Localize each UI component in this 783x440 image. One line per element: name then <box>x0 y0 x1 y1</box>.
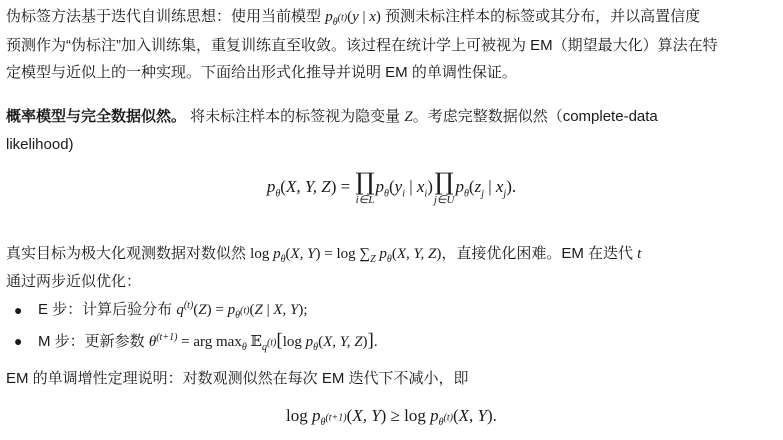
paragraph-objective-line-2: 通过两步近似优化： <box>6 273 142 290</box>
m-step-label: M 步：更新参数 <box>38 333 149 350</box>
paragraph-intro-line-1 <box>6 7 700 27</box>
e-step-label: E 步：计算后验分布 <box>38 301 177 318</box>
section-probability-model-line-2: likelihood) <box>6 136 74 153</box>
display-equation-monotonicity: $\log p_{\theta^{(t+1)}}(X$, $Y) \ge \log p_{\theta^{(t)}}(X$, Y). <box>286 406 497 429</box>
text-segment: 将未标注样本的标签视为隐变量 <box>186 108 405 125</box>
display-equation-complete-likelihood: $p_\theta(X$, Y, Z) = ∏ i∈L $p_\theta(y_i$ | $x_i$) ∏ j∈U $p_\theta(z_j$ | $x_j$). <box>266 168 517 206</box>
text-segment: 预测未标注样本的标签或其分布，并以高置信度 <box>385 8 701 25</box>
paragraph-intro-line-3: 定模型与近似上的一种实现。下面给出形式化推导并说明 EM 的单调性保证。 <box>6 64 517 81</box>
text-segment: 伪标签方法基于迭代自训练思想：使用当前模型 <box>6 8 322 25</box>
text-segment: 。考虑完整数据似然（complete-data <box>412 108 658 125</box>
inline-formula-model: $p_{\theta^{(t)}}(y$ | x) <box>325 9 381 28</box>
section-heading: 概率模型与完全数据似然。 <box>6 108 187 125</box>
list-item-e-step <box>38 300 308 320</box>
inline-formula-t: t <box>637 246 642 262</box>
text-segment: ，直接优化困难。EM 在迭代 <box>441 245 638 262</box>
bullet-marker: ● <box>14 302 23 318</box>
text-segment: 真实目标为极大化观测数据对数似然 <box>6 245 251 262</box>
inline-formula-z: Z <box>404 109 413 125</box>
paragraph-intro-line-2: 预测作为“伪标注”加入训练集，重复训练直至收敛。该过程在统计学上可被视为 EM（期望最大化）算法在特 <box>6 37 718 54</box>
section-probability-model-line-1 <box>6 107 658 127</box>
inline-formula-m-step: $\theta^{(t+1)}$ = arg $\max_\theta$ 𝔼$_{q^{(t)}}$[log $p_\theta(X$, Y, Z)]. <box>148 330 378 353</box>
list-item-m-step <box>38 331 378 352</box>
paragraph-monotonicity: EM 的单调增性定理说明：对数观测似然在每次 EM 迭代下不减小，即 <box>6 370 469 387</box>
inline-formula-e-step: $q^{(t)}(Z) = p_{\theta^{(t)}}(Z$ | X, Y); <box>176 300 308 321</box>
bullet-marker: ● <box>14 333 23 349</box>
inline-formula-log-likelihood: $\log p_\theta(X$, $Y) = \log \sum_Z$ $p_\theta(X$, Y, Z) <box>250 246 442 265</box>
paragraph-objective-line-1 <box>6 244 641 264</box>
